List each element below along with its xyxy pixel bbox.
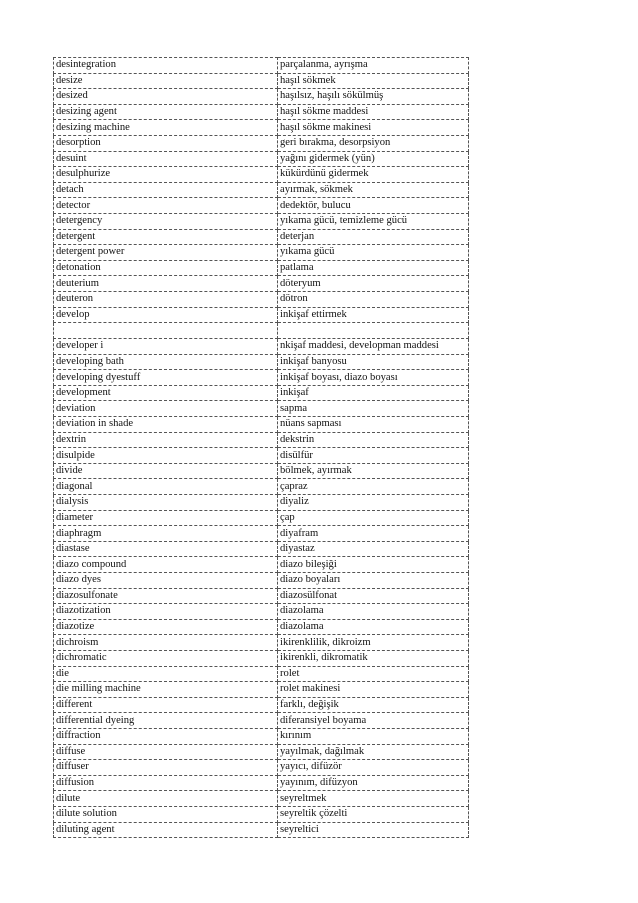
turkish-translation: haşıl sökme makinesi	[278, 120, 469, 136]
glossary-row	[54, 245, 469, 261]
glossary-row	[54, 58, 469, 74]
english-term: detach	[54, 182, 278, 198]
glossary-row	[54, 635, 469, 651]
glossary-row	[54, 417, 469, 433]
glossary-row	[54, 666, 469, 682]
turkish-translation: yağını gidermek (yün)	[278, 151, 469, 167]
glossary-row	[54, 744, 469, 760]
turkish-translation: döteryum	[278, 276, 469, 292]
turkish-translation: disülfür	[278, 448, 469, 464]
turkish-translation: diyafram	[278, 526, 469, 542]
english-term: diffuse	[54, 744, 278, 760]
turkish-translation: yayılmak, dağılmak	[278, 744, 469, 760]
glossary-row	[54, 385, 469, 401]
english-term: desorption	[54, 135, 278, 151]
glossary-row	[54, 370, 469, 386]
turkish-translation: inkişaf	[278, 385, 469, 401]
english-term: diffusion	[54, 775, 278, 791]
glossary-row	[54, 307, 469, 323]
english-term: desizing machine	[54, 120, 278, 136]
glossary-row	[54, 526, 469, 542]
glossary-row	[54, 260, 469, 276]
glossary-row	[54, 89, 469, 105]
english-term: develop	[54, 307, 278, 323]
glossary-row	[54, 448, 469, 464]
english-term: diameter	[54, 510, 278, 526]
english-term: desized	[54, 89, 278, 105]
turkish-translation	[278, 323, 469, 339]
glossary-row	[54, 229, 469, 245]
glossary-row	[54, 557, 469, 573]
turkish-translation: geri bırakma, desorpsiyon	[278, 135, 469, 151]
turkish-translation: inkişaf boyası, diazo boyası	[278, 370, 469, 386]
glossary-row	[54, 182, 469, 198]
english-term: dilute solution	[54, 806, 278, 822]
turkish-translation: rolet	[278, 666, 469, 682]
english-term: desizing agent	[54, 104, 278, 120]
english-term: desintegration	[54, 58, 278, 74]
english-term: desulphurize	[54, 167, 278, 183]
turkish-translation: yıkama gücü	[278, 245, 469, 261]
english-term: desize	[54, 73, 278, 89]
turkish-translation: bölmek, ayırmak	[278, 463, 469, 479]
english-term: deviation	[54, 401, 278, 417]
turkish-translation: patlama	[278, 260, 469, 276]
turkish-translation: yayınım, difüzyon	[278, 775, 469, 791]
glossary-row	[54, 588, 469, 604]
turkish-translation: haşılsız, haşılı sökülmüş	[278, 89, 469, 105]
english-term: deviation in shade	[54, 417, 278, 433]
turkish-translation: dekstrin	[278, 432, 469, 448]
turkish-translation: diazo bileşiği	[278, 557, 469, 573]
english-term: dialysis	[54, 495, 278, 511]
english-term: different	[54, 697, 278, 713]
glossary-row	[54, 401, 469, 417]
english-term: diffraction	[54, 728, 278, 744]
glossary-row	[54, 650, 469, 666]
glossary-row	[54, 151, 469, 167]
turkish-translation: inkişaf banyosu	[278, 354, 469, 370]
english-term: disulpide	[54, 448, 278, 464]
turkish-translation: diferansiyel boyama	[278, 713, 469, 729]
glossary-row	[54, 713, 469, 729]
turkish-translation: parçalanma, ayrışma	[278, 58, 469, 74]
glossary-row	[54, 775, 469, 791]
turkish-translation: diyaliz	[278, 495, 469, 511]
english-term: dichroism	[54, 635, 278, 651]
turkish-translation: seyreltmek	[278, 791, 469, 807]
turkish-translation: diazolama	[278, 619, 469, 635]
glossary-row	[54, 198, 469, 214]
glossary-row	[54, 619, 469, 635]
glossary-row	[54, 791, 469, 807]
english-term: diazo compound	[54, 557, 278, 573]
glossary-row	[54, 573, 469, 589]
glossary-row	[54, 697, 469, 713]
turkish-translation: çap	[278, 510, 469, 526]
turkish-translation: yıkama gücü, temizleme gücü	[278, 213, 469, 229]
glossary-row	[54, 339, 469, 355]
glossary-row	[54, 510, 469, 526]
glossary-row	[54, 495, 469, 511]
english-term: divide	[54, 463, 278, 479]
english-term: differential dyeing	[54, 713, 278, 729]
glossary-row	[54, 432, 469, 448]
english-term: detergent	[54, 229, 278, 245]
english-term: diluting agent	[54, 822, 278, 838]
english-term: diffuser	[54, 760, 278, 776]
turkish-translation: farklı, değişik	[278, 697, 469, 713]
glossary-row	[54, 104, 469, 120]
glossary-row	[54, 463, 469, 479]
english-term: diagonal	[54, 479, 278, 495]
english-term: deuterium	[54, 276, 278, 292]
english-term: detonation	[54, 260, 278, 276]
english-term: developing bath	[54, 354, 278, 370]
glossary-row	[54, 291, 469, 307]
turkish-translation: diazosülfonat	[278, 588, 469, 604]
english-term	[54, 323, 278, 339]
turkish-translation: yayıcı, difüzör	[278, 760, 469, 776]
turkish-translation: diazolama	[278, 604, 469, 620]
glossary-row	[54, 73, 469, 89]
glossary-row	[54, 604, 469, 620]
glossary-row	[54, 682, 469, 698]
english-term: diaphragm	[54, 526, 278, 542]
turkish-translation: sapma	[278, 401, 469, 417]
turkish-translation: kükürdünü gidermek	[278, 167, 469, 183]
turkish-translation: rolet makinesi	[278, 682, 469, 698]
glossary-row	[54, 806, 469, 822]
glossary-row	[54, 760, 469, 776]
turkish-translation: nüans sapması	[278, 417, 469, 433]
english-term: dilute	[54, 791, 278, 807]
turkish-translation: kırınım	[278, 728, 469, 744]
glossary-row	[54, 120, 469, 136]
glossary-row	[54, 135, 469, 151]
glossary-row	[54, 323, 469, 339]
turkish-translation: çapraz	[278, 479, 469, 495]
glossary-row	[54, 728, 469, 744]
english-term: detergent power	[54, 245, 278, 261]
turkish-translation: ayırmak, sökmek	[278, 182, 469, 198]
turkish-translation: inkişaf ettirmek	[278, 307, 469, 323]
turkish-translation: diazo boyaları	[278, 573, 469, 589]
glossary-table	[53, 57, 469, 838]
glossary-row	[54, 213, 469, 229]
glossary-row	[54, 167, 469, 183]
turkish-translation: diyastaz	[278, 541, 469, 557]
english-term: diazosulfonate	[54, 588, 278, 604]
turkish-translation: dötron	[278, 291, 469, 307]
english-term: diazotization	[54, 604, 278, 620]
glossary-row	[54, 276, 469, 292]
turkish-translation: dedektör, bulucu	[278, 198, 469, 214]
english-term: desuint	[54, 151, 278, 167]
turkish-translation: nkişaf maddesi, developman maddesi	[278, 339, 469, 355]
english-term: deuteron	[54, 291, 278, 307]
english-term: detector	[54, 198, 278, 214]
glossary-row	[54, 354, 469, 370]
english-term: die milling machine	[54, 682, 278, 698]
english-term: development	[54, 385, 278, 401]
glossary-row	[54, 822, 469, 838]
turkish-translation: haşıl sökmek	[278, 73, 469, 89]
english-term: die	[54, 666, 278, 682]
turkish-translation: deterjan	[278, 229, 469, 245]
turkish-translation: seyreltici	[278, 822, 469, 838]
english-term: detergency	[54, 213, 278, 229]
english-term: developing dyestuff	[54, 370, 278, 386]
english-term: diastase	[54, 541, 278, 557]
turkish-translation: ikirenkli, dikromatik	[278, 650, 469, 666]
english-term: diazo dyes	[54, 573, 278, 589]
turkish-translation: haşıl sökme maddesi	[278, 104, 469, 120]
english-term: dichromatic	[54, 650, 278, 666]
english-term: diazotize	[54, 619, 278, 635]
glossary-body	[54, 58, 469, 838]
glossary-row	[54, 541, 469, 557]
english-term: developer i	[54, 339, 278, 355]
turkish-translation: seyreltik çözelti	[278, 806, 469, 822]
glossary-row	[54, 479, 469, 495]
english-term: dextrin	[54, 432, 278, 448]
turkish-translation: ikirenklilik, dikroizm	[278, 635, 469, 651]
